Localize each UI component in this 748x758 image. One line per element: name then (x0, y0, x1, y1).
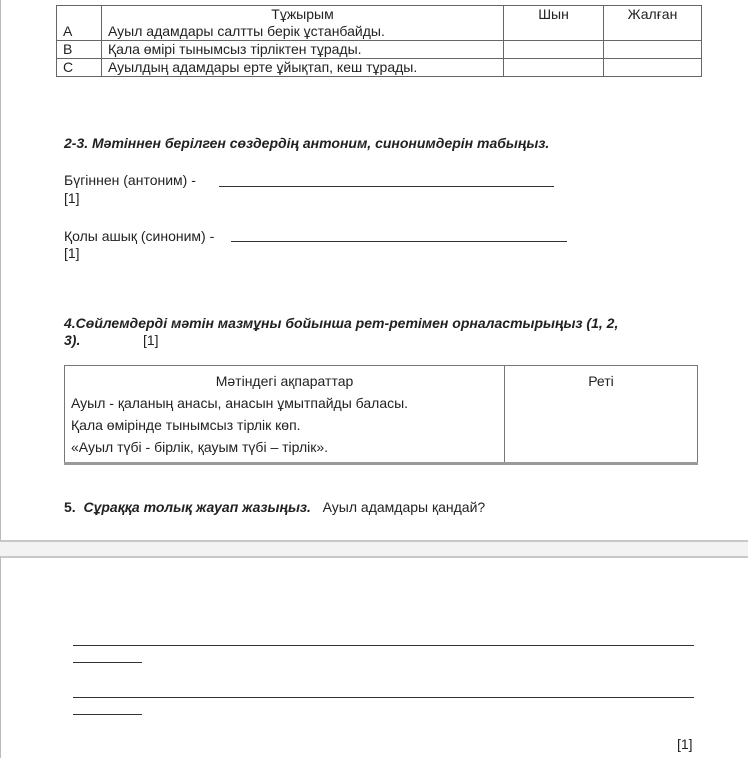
header-order: Реті (588, 373, 614, 389)
row-statement: Қала өмірі тынымсыз тірліктен тұрады. (102, 41, 504, 59)
mark: [1] (143, 332, 159, 348)
header-false: Жалған (604, 6, 702, 41)
mark: [1] (677, 736, 693, 752)
antonym-label: Бүгіннен (антоним) - (64, 172, 196, 188)
info-row: «Ауыл түбі - бірлік, қауым түбі – тірлік». (71, 439, 329, 455)
answer-line[interactable] (73, 645, 694, 646)
q4-title: 4.Сөйлемдерді мәтін мазмұны бойынша рет-ретімен орналастырыңыз (1, 2, (64, 315, 619, 331)
header-statement: Тұжырым (102, 6, 504, 24)
answer-line[interactable] (73, 697, 694, 698)
header-info: Мәтіндегі ақпараттар (215, 373, 354, 389)
false-cell[interactable] (604, 41, 702, 59)
row-statement: Ауылдың адамдары ерте ұйықтап, кеш тұрады. (102, 59, 504, 77)
q5-number: 5. (64, 499, 76, 515)
header-true: Шын (504, 6, 604, 41)
q23-title: 2-3. Мәтіннен берілген сөздердің антоним, синонимдерін табыңыз. (64, 135, 550, 151)
answer-line[interactable] (73, 714, 142, 715)
synonym-answer-line[interactable] (231, 241, 567, 242)
order-cell[interactable] (505, 366, 698, 464)
true-cell[interactable] (504, 59, 604, 77)
true-false-table (56, 5, 702, 77)
synonym-label: Қолы ашық (синоним) - (64, 228, 215, 244)
row-letter: C (57, 59, 102, 77)
worksheet-page-2 (0, 556, 748, 758)
mark: [1] (64, 190, 80, 206)
true-cell[interactable] (504, 41, 604, 59)
info-row: Қала өмірінде тынымсыз тірлік көп. (71, 417, 301, 433)
row-statement: Ауыл адамдары салтты берік ұстанбайды. (102, 23, 504, 41)
q4-title-cont: 3). (64, 332, 81, 348)
false-cell[interactable] (604, 59, 702, 77)
mark: [1] (64, 245, 80, 261)
answer-line[interactable] (73, 662, 142, 663)
q5-question: Ауыл адамдары қандай? (322, 499, 486, 515)
q5-instruction: Сұраққа толық жауап жазыңыз. (83, 499, 311, 515)
row-letter: A (57, 23, 102, 41)
row-letter: B (57, 41, 102, 59)
info-row: Ауыл - қаланың анасы, анасын ұмытпайды баласы. (71, 395, 409, 411)
ordering-table (64, 365, 698, 465)
antonym-answer-line[interactable] (219, 186, 554, 187)
